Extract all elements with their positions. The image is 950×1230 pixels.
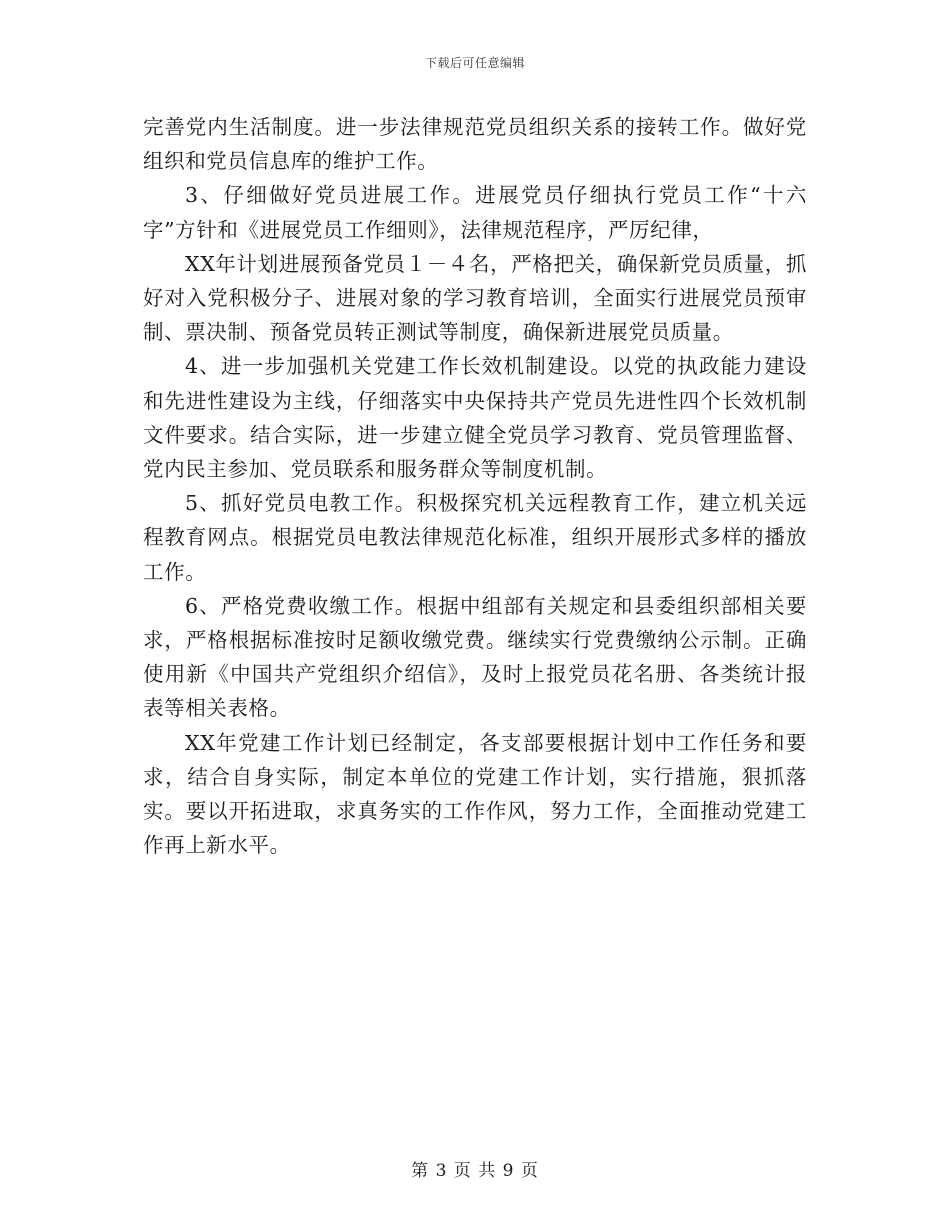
paragraph-item-3: 3、仔细做好党员进展工作。进展党员仔细执行党员工作“十六字”方针和《进展党员工作细则》，法律规范程序，严厉纪律， bbox=[143, 183, 807, 242]
document-body bbox=[143, 110, 807, 862]
paragraph-item-6: 6、严格党费收缴工作。根据中组部有关规定和县委组织部相关要求，严格根据标准按时足额收缴党费。继续实行党费缴纳公示制。正确使用新《中国共产党组织介绍信》，及时上报党员花名册、各类统计报表等相关表格。 bbox=[143, 593, 807, 721]
paragraph-item-4: 4、进一步加强机关党建工作长效机制建设。以党的执政能力建设和先进性建设为主线，仔细落实中央保持共产党员先进性四个长效机制文件要求。结合实际，进一步建立健全党员学习教育、党员管理监督、党内民主参加、党员联系和服务群众等制度机制。 bbox=[143, 354, 807, 482]
paragraph-plan: XX年计划进展预备党员１－４名，严格把关，确保新党员质量，抓好对入党积极分子、进展对象的学习教育培训，全面实行进展党员预审制、票决制、预备党员转正测试等制度，确保新进展党员质量。 bbox=[143, 251, 807, 345]
paragraph-item-5: 5、抓好党员电教工作。积极探究机关远程教育工作，建立机关远程教育网点。根据党员电教法律规范化标准，组织开展形式多样的播放工作。 bbox=[143, 491, 807, 584]
page-number-footer: 第 3 页 共 9 页 bbox=[411, 1161, 539, 1181]
page-header: 下载后可任意编辑 bbox=[424, 56, 525, 70]
paragraph-continuation: 完善党内生活制度。进一步法律规范党员组织关系的接转工作。做好党组织和党员信息库的维护工作。 bbox=[143, 115, 807, 174]
paragraph-conclusion: XX年党建工作计划已经制定，各支部要根据计划中工作任务和要求，结合自身实际，制定本单位的党建工作计划，实行措施，狠抓落实。要以开拓进取，求真务实的工作作风，努力工作，全面推动党建工作再上新水平。 bbox=[143, 730, 807, 858]
